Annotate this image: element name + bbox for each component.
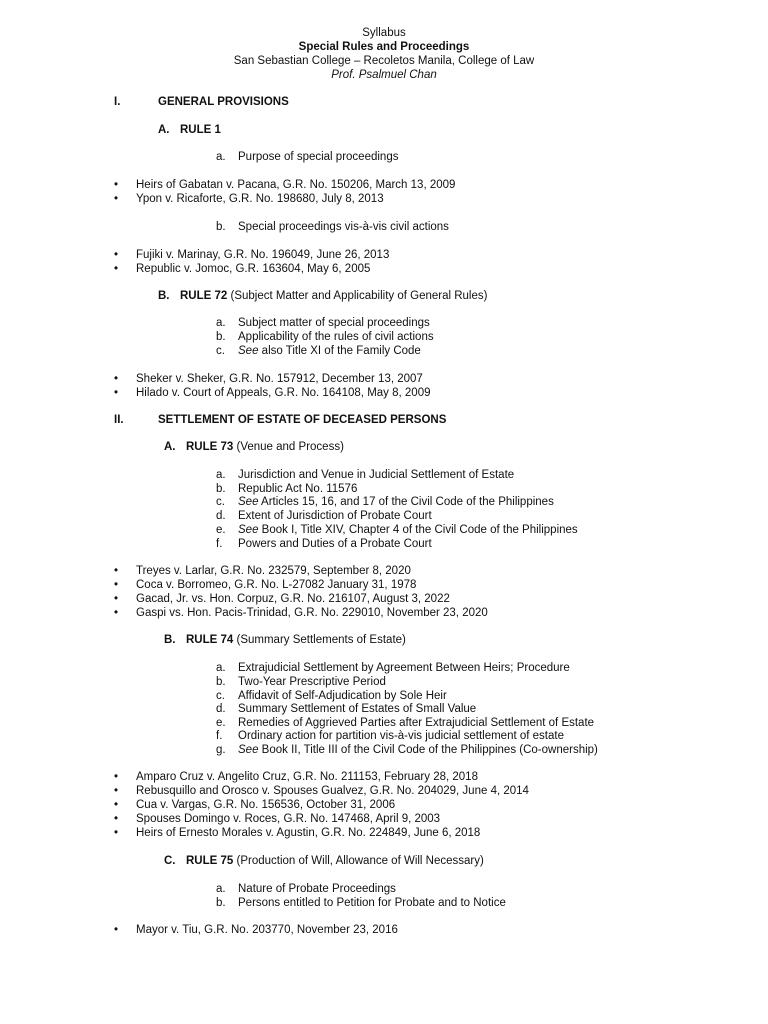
item-marker: b.: [216, 897, 226, 909]
rule-letter: A.: [158, 124, 170, 136]
rule-letter: C.: [164, 855, 176, 867]
rule-heading: [180, 289, 487, 303]
case-citation: Cua v. Vargas, G.R. No. 156536, October 31, 2006: [136, 799, 396, 811]
item-marker: g.: [216, 744, 226, 756]
topic-item: Republic Act No. 11576: [238, 483, 358, 495]
bullet: •: [114, 193, 119, 205]
case-citation: Gaspi vs. Hon. Pacis-Trinidad, G.R. No. 229010, November 23, 2020: [136, 607, 488, 619]
rule-name: RULE 74: [186, 634, 234, 646]
section-numeral: II.: [114, 414, 124, 426]
topic-item: [238, 344, 421, 358]
topic-item: Powers and Duties of a Probate Court: [238, 538, 432, 550]
case-citation: Amparo Cruz v. Angelito Cruz, G.R. No. 211153, February 28, 2018: [136, 771, 478, 783]
rule-heading: [186, 440, 344, 454]
item-marker: e.: [216, 717, 226, 729]
rule-description: (Summary Settlements of Estate): [236, 634, 406, 646]
rule-letter: A.: [164, 441, 176, 453]
topic-item: Affidavit of Self-Adjudication by Sole Heir: [238, 690, 447, 702]
bullet: •: [114, 565, 119, 577]
topic-item: [238, 495, 554, 509]
case-citation: Spouses Domingo v. Roces, G.R. No. 147468, April 9, 2003: [136, 813, 441, 825]
case-citation: Republic v. Jomoc, G.R. 163604, May 6, 2005: [136, 263, 371, 275]
case-citation: Treyes v. Larlar, G.R. No. 232579, September 8, 2020: [136, 565, 411, 577]
rule-name: RULE 75: [186, 855, 234, 867]
topic-text: Book I, Title XIV, Chapter 4 of the Civil Code of the Philippines: [261, 524, 578, 536]
bullet: •: [114, 387, 119, 399]
bullet: •: [114, 799, 119, 811]
item-marker: a.: [216, 662, 226, 674]
topic-item: Nature of Probate Proceedings: [238, 883, 396, 895]
topic-item: [238, 523, 578, 537]
bullet: •: [114, 827, 119, 839]
item-marker: b.: [216, 676, 226, 688]
school-name: San Sebastian College – Recoletos Manila, College of Law: [233, 55, 535, 67]
topic-item: Remedies of Aggrieved Parties after Extrajudicial Settlement of Estate: [238, 717, 595, 729]
see-signal: See: [238, 744, 259, 756]
item-marker: c.: [216, 496, 225, 508]
rule-name: RULE 72: [180, 290, 228, 302]
bullet: •: [114, 373, 119, 385]
case-citation: Coca v. Borromeo, G.R. No. L-27082 January 31, 1978: [136, 579, 417, 591]
see-signal: See: [238, 496, 259, 508]
item-marker: f.: [216, 538, 223, 550]
doc-label: Syllabus: [362, 27, 406, 39]
item-marker: d.: [216, 703, 226, 715]
bullet: •: [114, 263, 119, 275]
item-marker: b.: [216, 221, 226, 233]
item-marker: b.: [216, 483, 226, 495]
bullet: •: [114, 249, 119, 261]
topic-item: Applicability of the rules of civil actions: [238, 331, 434, 343]
case-citation: Mayor v. Tiu, G.R. No. 203770, November 23, 2016: [136, 924, 398, 936]
see-signal: See: [238, 345, 259, 357]
bullet: •: [114, 785, 119, 797]
topic-item: Subject matter of special proceedings: [238, 317, 430, 329]
case-citation: Heirs of Ernesto Morales v. Agustin, G.R. No. 224849, June 6, 2018: [136, 827, 481, 839]
item-marker: e.: [216, 524, 226, 536]
topic-item: Special proceedings vis-à-vis civil actions: [238, 221, 449, 233]
see-signal: See: [238, 524, 259, 536]
case-citation: Gacad, Jr. vs. Hon. Corpuz, G.R. No. 216107, August 3, 2022: [136, 593, 450, 605]
topic-text: also Title XI of the Family Code: [261, 345, 421, 357]
rule-description: (Production of Will, Allowance of Will Necessary): [236, 855, 484, 867]
case-citation: Hilado v. Court of Appeals, G.R. No. 164108, May 8, 2009: [136, 387, 431, 399]
bullet: •: [114, 924, 119, 936]
item-marker: c.: [216, 345, 225, 357]
topic-item: Two-Year Prescriptive Period: [238, 676, 386, 688]
bullet: •: [114, 771, 119, 783]
course-title: Special Rules and Proceedings: [298, 41, 470, 53]
topic-text: Book II, Title III of the Civil Code of the Philippines (Co-ownership): [261, 744, 598, 756]
section-title: GENERAL PROVISIONS: [158, 96, 289, 108]
topic-text: Articles 15, 16, and 17 of the Civil Code of the Philippines: [261, 496, 554, 508]
case-citation: Rebusquillo and Orosco v. Spouses Gualvez, G.R. No. 204029, June 4, 2014: [136, 785, 529, 797]
case-citation: Heirs of Gabatan v. Pacana, G.R. No. 150206, March 13, 2009: [136, 179, 456, 191]
item-marker: b.: [216, 331, 226, 343]
rule-name: RULE 73: [186, 441, 234, 453]
section-title: SETTLEMENT OF ESTATE OF DECEASED PERSONS: [158, 414, 447, 426]
bullet: •: [114, 607, 119, 619]
rule-description: (Venue and Process): [236, 441, 344, 453]
case-citation: Ypon v. Ricaforte, G.R. No. 198680, July 8, 2013: [136, 193, 384, 205]
rule-letter: B.: [158, 290, 170, 302]
item-marker: c.: [216, 690, 225, 702]
topic-item: Summary Settlement of Estates of Small Value: [238, 703, 477, 715]
rule-name: RULE 1: [180, 124, 221, 136]
topic-item: Purpose of special proceedings: [238, 151, 399, 163]
rule-letter: B.: [164, 634, 176, 646]
bullet: •: [114, 179, 119, 191]
section-numeral: I.: [114, 96, 121, 108]
rule-description: (Subject Matter and Applicability of General Rules): [230, 290, 488, 302]
case-citation: Sheker v. Sheker, G.R. No. 157912, December 13, 2007: [136, 373, 423, 385]
rule-heading: [186, 854, 484, 868]
case-citation: Fujiki v. Marinay, G.R. No. 196049, June 26, 2013: [136, 249, 390, 261]
bullet: •: [114, 813, 119, 825]
item-marker: d.: [216, 510, 226, 522]
rule-heading: [186, 633, 406, 647]
topic-item: Extent of Jurisdiction of Probate Court: [238, 510, 432, 522]
item-marker: a.: [216, 469, 226, 481]
topic-item: Ordinary action for partition vis-à-vis judicial settlement of estate: [238, 730, 564, 742]
professor-name: Prof. Psalmuel Chan: [331, 69, 437, 81]
bullet: •: [114, 593, 119, 605]
item-marker: a.: [216, 317, 226, 329]
item-marker: a.: [216, 883, 226, 895]
item-marker: a.: [216, 151, 226, 163]
topic-item: Persons entitled to Petition for Probate and to Notice: [238, 897, 506, 909]
bullet: •: [114, 579, 119, 591]
topic-item: [238, 743, 598, 757]
item-marker: f.: [216, 730, 223, 742]
topic-item: Jurisdiction and Venue in Judicial Settlement of Estate: [238, 469, 515, 481]
topic-item: Extrajudicial Settlement by Agreement Between Heirs; Procedure: [238, 662, 570, 674]
rule-heading: [180, 123, 221, 137]
